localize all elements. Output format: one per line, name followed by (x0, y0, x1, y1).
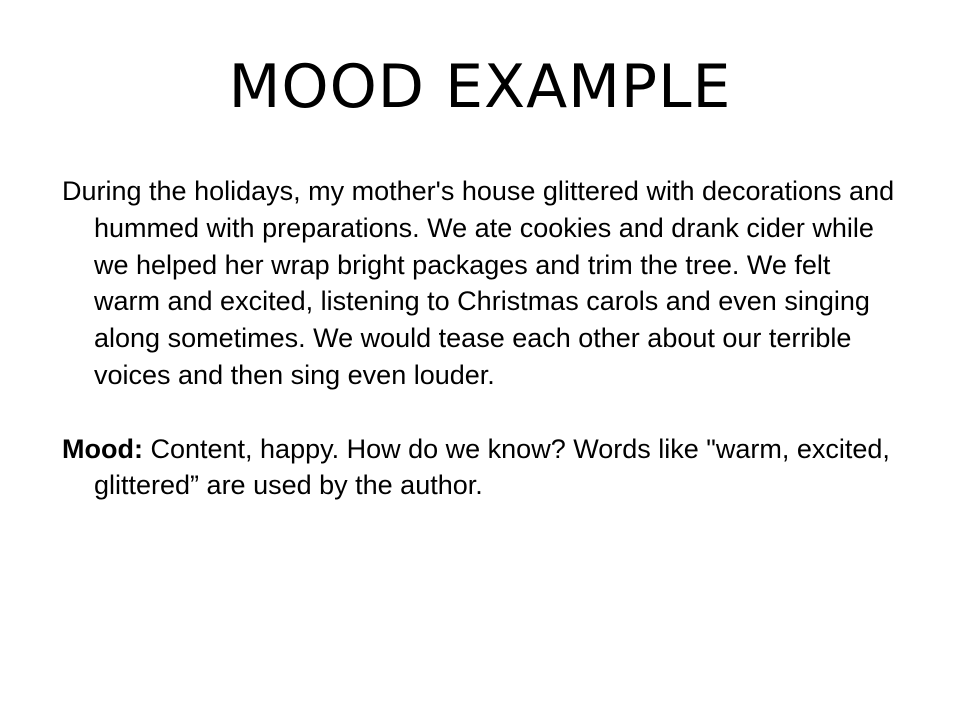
slide-body (62, 173, 902, 504)
story-paragraph: During the holidays, my mother's house glittered with decorations and hummed with preparations. We ate cookies and drank cider while we helped her wrap bright packages and trim the tree. We felt warm and excited, listening to Christmas carols and even singing along sometimes. We would tease each other about our terrible voices and then sing even louder. (62, 176, 895, 390)
slide-title: MOOD EXAMPLE (228, 52, 732, 122)
mood-label: Mood: (62, 433, 143, 464)
mood-text: Content, happy. How do we know? Words like "warm, excited, glittered” are used by the author. (94, 433, 890, 501)
mood-paragraph (62, 431, 902, 505)
